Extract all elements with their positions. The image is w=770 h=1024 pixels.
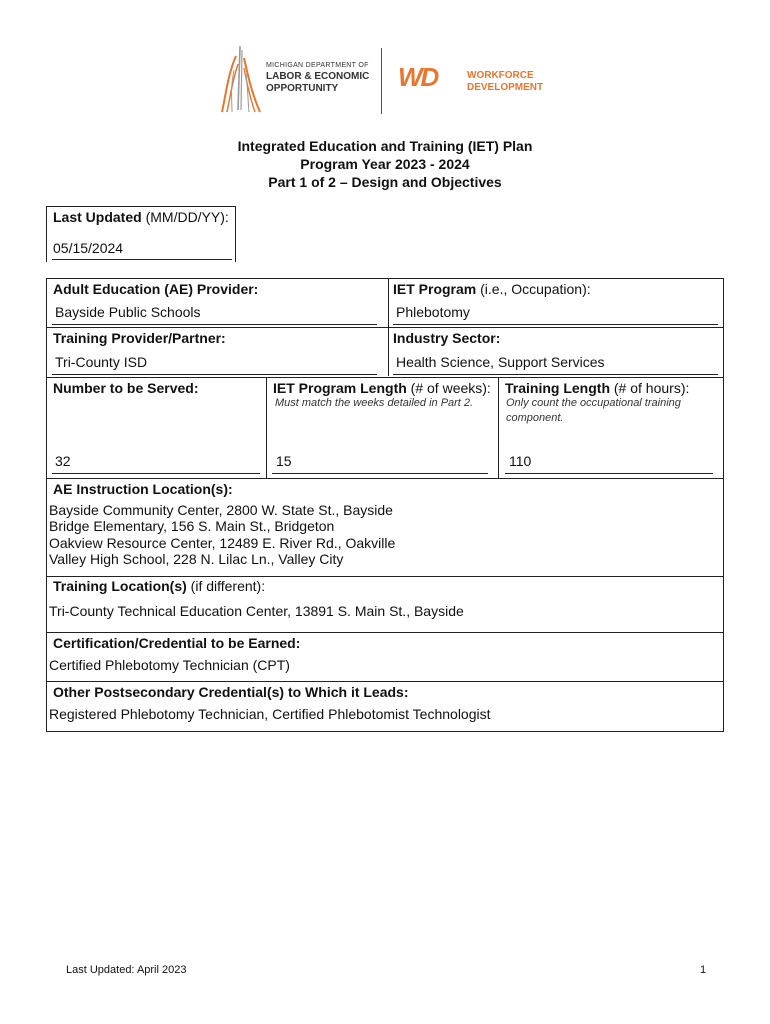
- training-locations-field[interactable]: Tri-County Technical Education Center, 13891 S. Main St., Bayside: [49, 603, 464, 619]
- ae-location-item[interactable]: Oakview Resource Center, 12489 E. River Rd., Oakville: [49, 535, 396, 551]
- wd-logo-line-2: DEVELOPMENT: [467, 82, 544, 93]
- certification-label: Certification/Credential to be Earned:: [53, 635, 301, 651]
- iet-program-field[interactable]: Phlebotomy: [396, 304, 470, 320]
- number-served-field[interactable]: 32: [55, 453, 71, 469]
- program-length-field[interactable]: 15: [276, 453, 292, 469]
- doc-title-line-2: Program Year 2023 - 2024: [300, 156, 470, 172]
- postsecondary-field[interactable]: Registered Phlebotomy Technician, Certified Phlebotomist Technologist: [49, 706, 491, 722]
- program-length-note: Must match the weeks detailed in Part 2.: [275, 397, 474, 409]
- leo-logo-line-1: MICHIGAN DEPARTMENT OF: [266, 62, 369, 69]
- training-length-note-2: component.: [506, 412, 564, 424]
- footer-last-updated: Last Updated: April 2023: [66, 964, 187, 976]
- postsecondary-label: Other Postsecondary Credential(s) to Which it Leads:: [53, 684, 409, 700]
- logo-divider: [381, 48, 382, 114]
- last-updated-label: Last Updated (MM/DD/YY):: [53, 209, 229, 225]
- ae-location-item[interactable]: Valley High School, 228 N. Lilac Ln., Valley City: [49, 551, 344, 567]
- doc-title-line-3: Part 1 of 2 – Design and Objectives: [268, 174, 502, 190]
- certification-field[interactable]: Certified Phlebotomy Technician (CPT): [49, 657, 290, 673]
- leo-logo-mark-icon: [218, 44, 264, 116]
- leo-logo-line-2: LABOR & ECONOMIC: [266, 71, 370, 82]
- training-provider-field[interactable]: Tri-County ISD: [55, 354, 148, 370]
- leo-logo-line-3: OPPORTUNITY: [266, 83, 339, 94]
- industry-sector-field[interactable]: Health Science, Support Services: [396, 354, 605, 370]
- ae-locations-label: AE Instruction Location(s):: [53, 481, 233, 497]
- ae-provider-field[interactable]: Bayside Public Schools: [55, 304, 201, 320]
- ae-provider-label: Adult Education (AE) Provider:: [53, 281, 259, 297]
- last-updated-field[interactable]: 05/15/2024: [53, 240, 124, 256]
- industry-sector-label: Industry Sector:: [393, 330, 501, 346]
- training-locations-label: Training Location(s) (if different):: [53, 578, 266, 594]
- ae-location-item[interactable]: Bridge Elementary, 156 S. Main St., Bridgeton: [49, 518, 335, 534]
- wd-logo-line-1: WORKFORCE: [467, 70, 534, 81]
- training-provider-label: Training Provider/Partner:: [53, 330, 226, 346]
- page-number: 1: [700, 964, 707, 976]
- doc-title-line-1: Integrated Education and Training (IET) Plan: [237, 138, 533, 154]
- number-served-label: Number to be Served:: [53, 380, 199, 396]
- wd-logo-mark-icon: WD: [398, 62, 438, 92]
- training-length-label: Training Length (# of hours):: [505, 380, 690, 396]
- ae-location-item[interactable]: Bayside Community Center, 2800 W. State St., Bayside: [49, 502, 393, 518]
- iet-program-label: IET Program (i.e., Occupation):: [393, 281, 591, 297]
- program-length-label: IET Program Length (# of weeks):: [273, 380, 491, 396]
- training-length-note-1: Only count the occupational training: [506, 397, 681, 409]
- training-length-field[interactable]: 110: [509, 453, 532, 469]
